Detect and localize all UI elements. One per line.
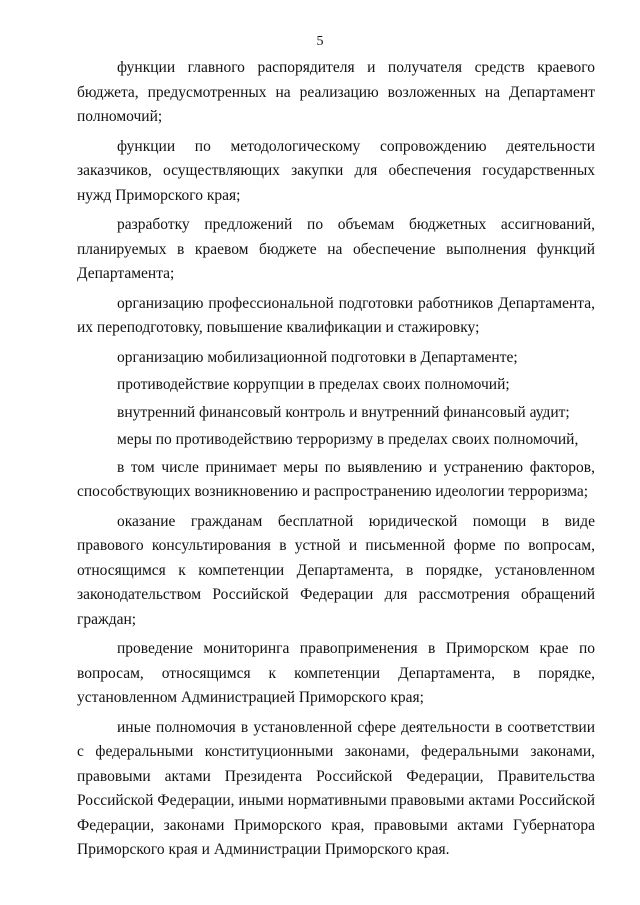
document-body <box>77 56 595 868</box>
paragraph-law-monitoring: проведение мониторинга правоприменения в Приморском крае по вопросам, относящимся к компетенции Департамента, в порядке, установленном Администрацией Приморского края; <box>77 640 595 706</box>
paragraph-internal-audit: внутренний финансовый контроль и внутренний финансовый аудит; <box>117 403 570 421</box>
paragraph-anti-corruption: противодействие коррупции в пределах своих полномочий; <box>117 376 510 393</box>
paragraph-budget-proposals: разработку предложений по объемам бюджетных ассигнований, планируемых в краевом бюджете на обеспечение выполнения функций Департамента; <box>77 216 595 282</box>
paragraph-legal-aid: оказание гражданам бесплатной юридической помощи в виде правового консультирования в устной и письменной форме по вопросам, относящимся к компетенции Департамента, в порядке, установленном законодательством Российской Федерации для рассмотрения обращений граждан; <box>77 512 595 628</box>
paragraph-procurement-support: функции по методологическому сопровождению деятельности заказчиков, осуществляющих закупки для обеспечения государственных нужд Приморского края; <box>77 137 595 204</box>
paragraph-staff-training: организацию профессиональной подготовки работников Департамента, их переподготовку, повышение квалификации и стажировку; <box>77 294 595 336</box>
paragraph-terrorism-factors: в том числе принимает меры по выявлению и устранению факторов, способствующих возникновению и распространению идеологии терроризма; <box>77 458 595 500</box>
paragraph-other-powers: иные полномочия в установленной сфере деятельности в соответствии с федеральными конституционными законами, федеральными законами, правовыми актами Президента Российской Федерации, Правительства Российской Федерации, иными нормативными правовыми актами Российской Федерации, законами Приморского края, правовыми актами Губернатора Приморского края и Администрации Приморского края. <box>77 718 595 858</box>
paragraph-counter-terrorism: меры по противодействию терроризму в пределах своих полномочий, <box>117 431 579 448</box>
page-number: 5 <box>316 34 324 49</box>
paragraph-budget-functions: функции главного распорядителя и получателя средств краевого бюджета, предусмотренных на реализацию возложенных на Департамент полномочий; <box>77 59 595 125</box>
paragraph-mobilization: организацию мобилизационной подготовки в Департаменте; <box>117 348 518 366</box>
